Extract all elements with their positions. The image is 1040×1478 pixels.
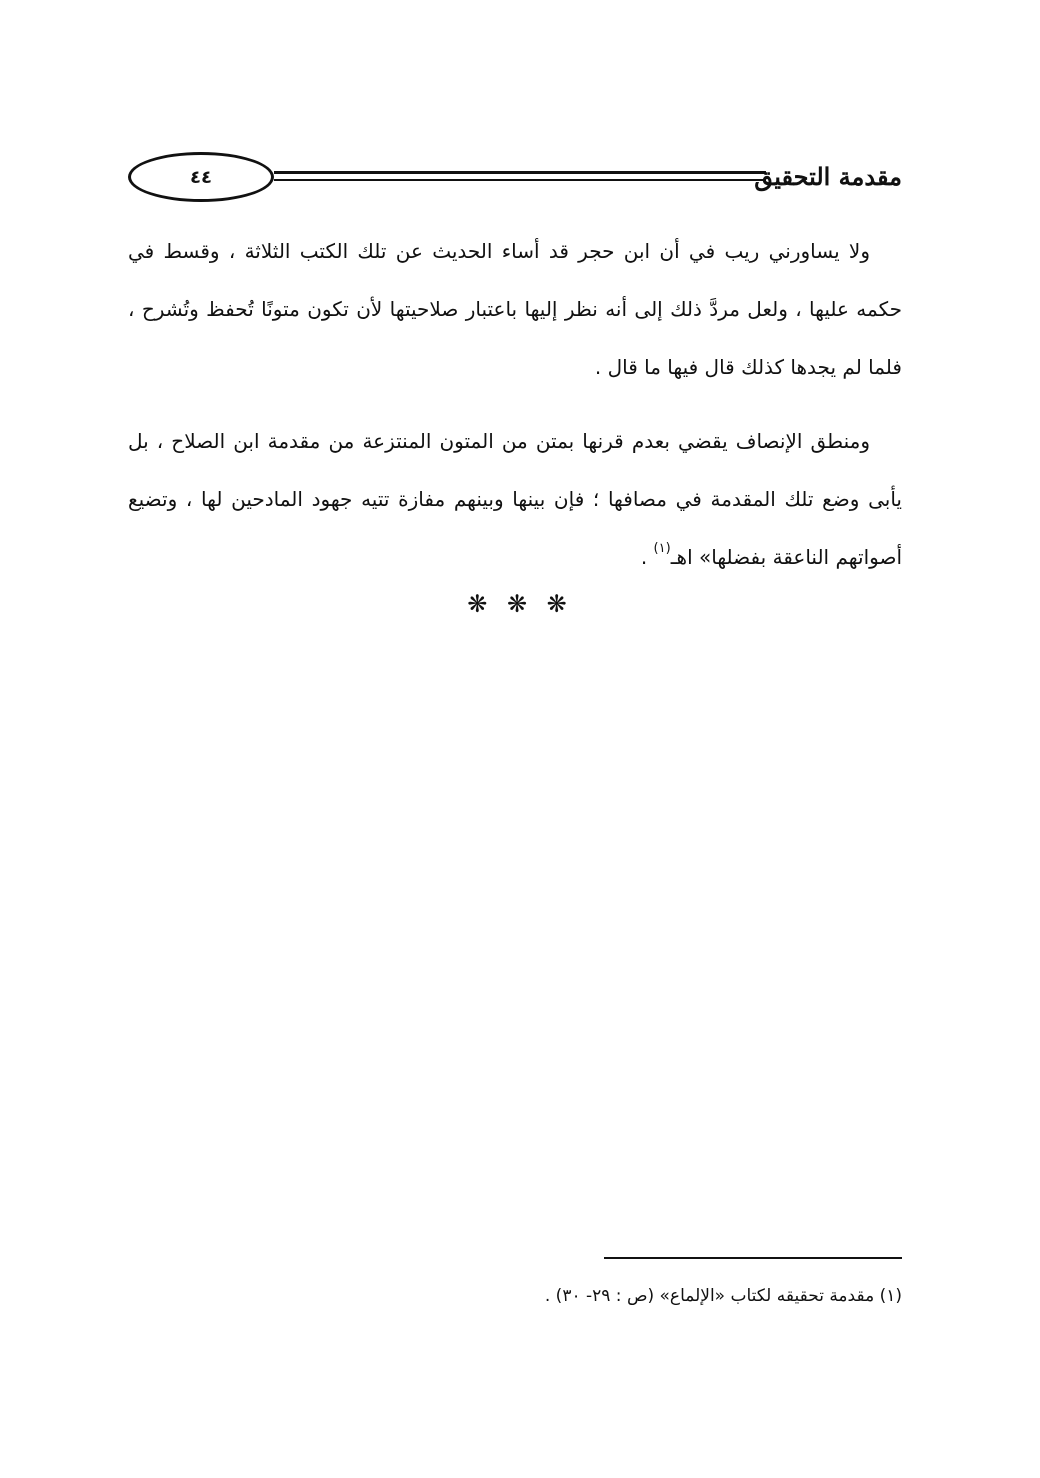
footnote: (١) مقدمة تحقيقه لكتاب «الإلماع» (ص : ٢٩- ٣٠) . — [544, 1286, 902, 1306]
section-separator: ❋ ❋ ❋ — [467, 590, 573, 618]
page-header — [128, 150, 902, 204]
running-title: مقدمة التحقيق — [754, 161, 902, 191]
header-double-rule — [274, 171, 766, 181]
paragraph-2-text: ومنطق الإنصاف يقضي بعدم قرنها بمتن من المتون المنتزعة من مقدمة ابن الصلاح ، بل يأبى وضع تلك المقدمة في مصافها ؛ فإن بينها وبينهم مفازة تتيه جهود المادحين لها ، وتضيع أصواتهم الناعقة بفضلها» اهـ — [128, 429, 902, 569]
footnote-divider — [604, 1257, 902, 1259]
paragraph-2 — [128, 412, 902, 586]
body-text — [128, 222, 902, 602]
paragraph-2-end: . — [640, 545, 654, 569]
page-number: ٤٤ — [128, 152, 274, 202]
paragraph-1: ولا يساورني ريب في أن ابن حجر قد أساء الحديث عن تلك الكتب الثلاثة ، وقسط في حكمه عليها ، ولعل مردَّ ذلك إلى أنه نظر إليها باعتبار صلاحيتها لأن تكون متونًا تُحفظ وتُشرح ، فلما لم يجدها كذلك قال فيها ما قال . — [128, 239, 902, 379]
footnote-reference: (١) — [653, 541, 671, 556]
